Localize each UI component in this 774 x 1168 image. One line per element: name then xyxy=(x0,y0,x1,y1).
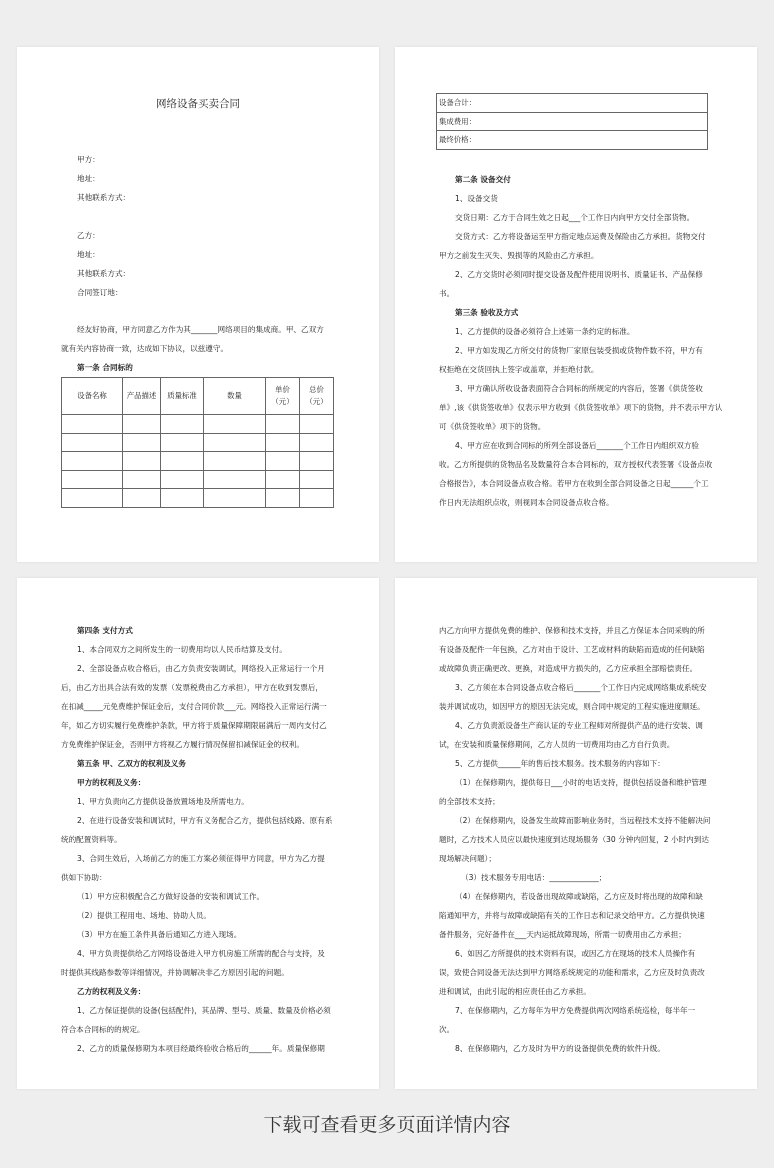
table-row xyxy=(437,112,708,131)
body-line: 备件服务，完好备件在___天内运抵故障现场，所需一切费用由乙方承担； xyxy=(439,930,686,939)
header-quantity: 数量 xyxy=(204,378,266,415)
body-line: 2、乙方交货时必须同时提交设备及配件使用说明书、质量证书、产品保修 xyxy=(455,270,703,279)
party-a-contact: 其他联系方式： xyxy=(77,193,131,202)
header-device-name: 设备名称 xyxy=(62,378,123,415)
download-hint-text: 下载可查看更多页面详情内容 xyxy=(263,1114,511,1136)
article-4-title: 第四条 支付方式 xyxy=(77,626,133,635)
body-line: （1）甲方应积极配合乙方做好设备的安装和调试工作。 xyxy=(77,892,265,901)
body-line: 4、甲方应在收到合同标的所列全部设备后_______个工作日内组织双方验 xyxy=(455,441,700,450)
table-row xyxy=(62,489,334,508)
body-line: 可《供货签收单》项下的货物。 xyxy=(439,422,546,431)
body-line: （3）甲方在施工条件具备后通知乙方进入现场。 xyxy=(77,930,242,939)
party-a-label: 甲方： xyxy=(77,155,100,164)
table-row xyxy=(62,415,334,434)
body-line: 2、甲方如发现乙方所交付的货物厂家原包装受损或货物件数不符，甲方有 xyxy=(455,346,703,355)
body-line: 1、甲方负责向乙方提供设备放置场地及所需电力。 xyxy=(77,797,249,806)
body-line: 误，致使合同设备无法达到甲方网络系统规定的功能和需求，乙方应及时负责改 xyxy=(439,968,705,977)
body-line: 现场解决问题）； xyxy=(439,854,496,863)
body-line: （2）提供工程用电、场地、协助人员。 xyxy=(77,911,211,920)
body-line: 书。 xyxy=(439,289,455,298)
body-line: 的全部技术支持； xyxy=(439,797,500,806)
body-line: 装并调试成功，如因甲方的原因无法完成，则合同中规定的工程实施进度顺延。 xyxy=(439,702,705,711)
party-b-rights-title: 乙方的权利及义务： xyxy=(77,987,146,996)
body-line: 甲方之前发生灭失、毁损等的风险由乙方承担。 xyxy=(439,251,599,260)
body-line: 试，在安装和质量保修期间，乙方人员的一切费用均由乙方自行负责。 xyxy=(439,740,675,749)
body-line: 年，如乙方切实履行免费维护条款，甲方将于质量保障期限届满后一周内支付乙 xyxy=(61,721,327,730)
body-line: 时提供其线路参数等详细情况，并协调解决非乙方原因引起的问题。 xyxy=(61,968,289,977)
final-price: 最终价格： xyxy=(437,131,708,150)
body-line: 后，由乙方出具合法有效的发票（发票税费由乙方承担），甲方在收到发票后， xyxy=(61,683,323,692)
body-line: 3、乙方须在本合同设备点收合格后_______个工作日内完成网络集成系统安 xyxy=(455,683,707,692)
body-line: 1、乙方保证提供的设备(包括配件)，其品牌、型号、质量、数量及价格必须 xyxy=(77,1006,331,1015)
party-b-address: 地址： xyxy=(77,250,100,259)
table-row xyxy=(437,94,708,113)
party-a-rights-title: 甲方的权利及义务： xyxy=(77,778,146,787)
equipment-total: 设备合计： xyxy=(437,94,708,113)
body-line: 收。乙方所提供的货物品名及数量符合本合同标的，双方授权代表签署《设备点收 xyxy=(439,460,713,469)
document-page-3 xyxy=(17,578,379,1089)
body-line: 7、在保修期内，乙方每年为甲方免费提供两次网络系统巡检，每半年一 xyxy=(455,1006,696,1015)
body-line: 交货方式：乙方将设备运至甲方指定地点运费及保险由乙方承担。货物交付 xyxy=(455,232,706,241)
table-row xyxy=(437,131,708,150)
contract-title: 网络设备买卖合同 xyxy=(156,98,240,110)
contract-target-table xyxy=(61,377,334,508)
body-line: 供如下协助： xyxy=(61,873,107,882)
integration-fee: 集成费用： xyxy=(437,112,708,131)
body-line: 单》,该《供货签收单》仅表示甲方收到《供货签收单》项下的货物，并不表示甲方认 xyxy=(439,403,723,412)
table-row xyxy=(62,470,334,489)
body-line: 符合本合同标的的规定。 xyxy=(61,1025,145,1034)
signing-place: 合同签订地： xyxy=(77,288,123,297)
article-1-title: 第一条 合同标的 xyxy=(77,363,133,372)
body-line: 合格报告》，本合同设备点收合格。若甲方在收到全部合同设备之日起______个工 xyxy=(439,479,709,488)
body-line: （1）在保修期内，提供每日___小时的电话支持，提供包括设备和维护管理 xyxy=(455,778,707,787)
article-3-title: 第三条 验收及方式 xyxy=(455,308,519,317)
body-line: 2、全部设备点收合格后，由乙方负责安装调试，网络投入正常运行一个月 xyxy=(77,664,325,673)
article-5-title: 第五条 甲、乙双方的权利及义务 xyxy=(77,759,186,768)
body-line: 权拒绝在交货回执上签字或盖章，并拒绝付款。 xyxy=(439,365,599,374)
body-line: 3、甲方确认所收设备表面符合合同标的所规定的内容后，签署《供货签收 xyxy=(455,384,703,393)
body-line: 统的配置资料等。 xyxy=(61,835,122,844)
body-line: （4）在保修期内，若设备出现故障或缺陷，乙方应及时将出现的故障和缺 xyxy=(455,892,703,901)
body-line: 6、如因乙方所提供的技术资料有误，或因乙方在现场的技术人员操作有 xyxy=(455,949,696,958)
table-row xyxy=(62,433,334,452)
header-product-description: 产品描述 xyxy=(123,378,161,415)
body-line: 进和调试，由此引起的相应责任由乙方承担。 xyxy=(439,987,591,996)
header-total-price: 总价（元） xyxy=(300,378,334,415)
header-quality-standard: 质量标准 xyxy=(161,378,204,415)
party-b-contact: 其他联系方式： xyxy=(77,269,131,278)
header-unit-price: 单价（元） xyxy=(266,378,300,415)
body-line: 有设备及配件一年包换，乙方对由于设计、工艺或材料的缺陷而造成的任何缺陷 xyxy=(439,645,705,654)
cost-summary-table xyxy=(436,93,708,150)
body-line: 内乙方向甲方提供免费的维护、保修和技术支持，并且乙方保证本合同采购的所 xyxy=(439,626,705,635)
body-line: 2、在进行设备安装和调试时，甲方有义务配合乙方，提供包括线路、原有系 xyxy=(77,816,333,825)
party-b-label: 乙方： xyxy=(77,231,100,240)
body-line: 2、乙方的质量保修期为本项目经最终验收合格后的______年。质量保修期 xyxy=(77,1044,325,1053)
body-line: 在扣减_____元免费维护保证金后，支付合同价款___元。网络投入正常运行满一 xyxy=(61,702,327,711)
body-line: （3）技术服务专用电话：_____________； xyxy=(461,873,607,882)
body-line: 方免费维护保证金，否则甲方将视乙方履行情况保留扣减保证金的权利。 xyxy=(61,740,304,749)
body-line: 陷通知甲方，并将与故障或缺陷有关的工作日志和记录交给甲方。乙方提供快速 xyxy=(439,911,705,920)
body-line: 5、乙方提供______年的售后技术服务。技术服务的内容如下： xyxy=(455,759,665,768)
body-line: 1、设备交货 xyxy=(455,194,498,203)
body-line: 8、在保修期内，乙方及时为甲方的设备提供免费的软件升级。 xyxy=(455,1044,665,1053)
intro-line: 就有关内容协商一致，达成如下协议，以兹遵守。 xyxy=(61,344,229,353)
table-row xyxy=(62,452,334,471)
body-line: 或故障负责正确更改、更换，对造成甲方损失的，乙方应承担全部赔偿责任。 xyxy=(439,664,698,673)
document-page-2 xyxy=(395,47,757,562)
intro-line: 经友好协商，甲方同意乙方作为其_______网络项目的集成商。甲、乙双方 xyxy=(77,325,324,334)
body-line: 4、甲方负责提供给乙方网络设备进入甲方机房施工所需的配合与支持，及 xyxy=(77,949,325,958)
party-a-address: 地址： xyxy=(77,174,100,183)
body-line: 交货日期：乙方于合同生效之日起___个工作日内向甲方交付全部货物。 xyxy=(455,213,695,222)
table-header-row xyxy=(62,378,334,415)
body-line: 1、本合同双方之间所发生的一切费用均以人民币结算及支付。 xyxy=(77,645,287,654)
document-page-4 xyxy=(395,578,757,1089)
body-line: 作日内无法组织点收，则视同本合同设备点收合格。 xyxy=(439,498,614,507)
body-line: 4、乙方负责派设备生产商认证的专业工程师对所提供产品的进行安装、调 xyxy=(455,721,703,730)
body-line: 题时，乙方技术人员应以最快速度到达现场服务（30 分钟内回复，2 小时内到达 xyxy=(439,835,709,844)
document-page-1 xyxy=(17,47,379,562)
body-line: 次。 xyxy=(439,1025,455,1034)
body-line: 3、合同生效后，入场前乙方的施工方案必须征得甲方同意，甲方为乙方提 xyxy=(77,854,325,863)
body-line: 1、乙方提供的设备必须符合上述第一条约定的标准。 xyxy=(455,327,635,336)
article-2-title: 第二条 设备交付 xyxy=(455,175,511,184)
body-line: （2）在保修期内，设备发生故障而影响业务时，当远程技术支持不能解决问 xyxy=(455,816,711,825)
